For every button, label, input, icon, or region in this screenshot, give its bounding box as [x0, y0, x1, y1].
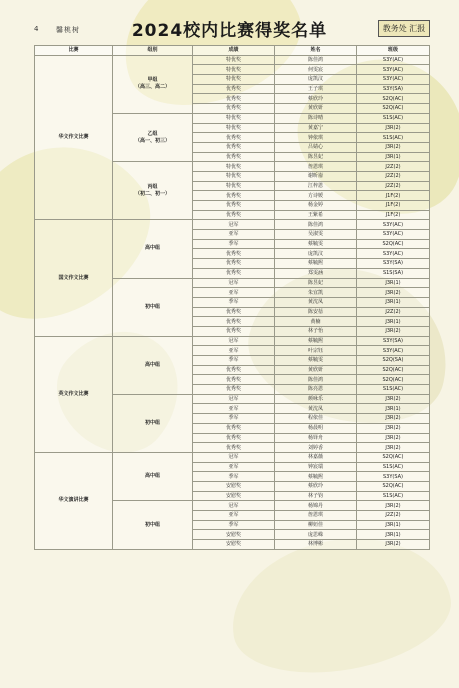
class-cell: S3Y(SA) — [357, 336, 430, 346]
result-cell: 优秀奖 — [193, 433, 275, 443]
class-cell: J3R(2) — [357, 123, 430, 133]
name-cell: 蔡毓熙 — [275, 259, 357, 269]
class-cell: S3Y(AC) — [357, 230, 430, 240]
result-cell: 冠军 — [193, 336, 275, 346]
class-cell: J3R(2) — [357, 288, 430, 298]
class-cell: S3Y(AC) — [357, 65, 430, 75]
result-cell: 亚军 — [193, 462, 275, 472]
name-cell: 陈亮恩 — [275, 385, 357, 395]
result-cell: 特优奖 — [193, 75, 275, 85]
name-cell: 蔡欣玲 — [275, 94, 357, 104]
result-cell: 优秀奖 — [193, 201, 275, 211]
name-cell: 林子怡 — [275, 326, 357, 336]
result-cell: 特优奖 — [193, 55, 275, 65]
class-cell: S2Q(AC) — [357, 481, 430, 491]
result-cell: 亚军 — [193, 288, 275, 298]
class-cell: S1S(AC) — [357, 462, 430, 472]
result-cell: 特优奖 — [193, 162, 275, 172]
name-cell: 吴淑雯 — [275, 230, 357, 240]
name-cell: 陈昱妃 — [275, 278, 357, 288]
result-cell: 优秀奖 — [193, 307, 275, 317]
name-cell: 江梓恩 — [275, 181, 357, 191]
result-cell: 优秀奖 — [193, 317, 275, 327]
class-cell: J3R(2) — [357, 394, 430, 404]
name-cell: 杨金婷 — [275, 201, 357, 211]
competition-cell: 华文作文比赛 — [35, 55, 113, 220]
name-cell: 王子琪 — [275, 84, 357, 94]
class-cell: J3R(2) — [357, 142, 430, 152]
class-cell: J1F(2) — [357, 191, 430, 201]
result-cell: 冠军 — [193, 278, 275, 288]
class-cell: S3Y(SA) — [357, 472, 430, 482]
name-cell: 蔡毓熙 — [275, 472, 357, 482]
name-cell: 柳姮佳 — [275, 520, 357, 530]
name-cell: 何雯宸 — [275, 65, 357, 75]
publication-name: 馨桃树 — [56, 26, 80, 34]
results-body — [35, 55, 430, 549]
group-cell: 乙组 （高一、初三） — [113, 113, 193, 161]
result-cell: 优秀奖 — [193, 84, 275, 94]
name-cell: 刘婷香 — [275, 443, 357, 453]
name-cell: 谢昕嵛 — [275, 171, 357, 181]
name-cell: 陈佳鸿 — [275, 375, 357, 385]
name-cell: 庞凯汶 — [275, 75, 357, 85]
result-cell: 优秀奖 — [193, 375, 275, 385]
name-cell: 陈佳鸿 — [275, 220, 357, 230]
name-cell: 林嘉薇 — [275, 452, 357, 462]
table-header-row — [35, 46, 430, 56]
name-cell: 黄沈凤 — [275, 297, 357, 307]
class-cell: J3R(2) — [357, 414, 430, 424]
result-cell: 特优奖 — [193, 123, 275, 133]
name-cell: 陈佳鸿 — [275, 55, 357, 65]
result-cell: 冠军 — [193, 394, 275, 404]
result-cell: 优秀奖 — [193, 259, 275, 269]
result-cell: 优秀奖 — [193, 142, 275, 152]
class-cell: S3Y(AC) — [357, 220, 430, 230]
name-cell: 程依佳 — [275, 414, 357, 424]
class-cell: J3R(2) — [357, 433, 430, 443]
result-cell: 特优奖 — [193, 181, 275, 191]
name-cell: 叶宗钰 — [275, 346, 357, 356]
group-cell: 高中组 — [113, 452, 193, 500]
class-cell: S2Q(AC) — [357, 365, 430, 375]
class-cell: S3Y(SA) — [357, 84, 430, 94]
name-cell: 颜咏乐 — [275, 394, 357, 404]
result-cell: 亚军 — [193, 346, 275, 356]
class-cell: S2Q(AC) — [357, 375, 430, 385]
class-cell: J3R(1) — [357, 278, 430, 288]
competition-cell: 英文作文比赛 — [35, 336, 113, 452]
result-cell: 安慰奖 — [193, 540, 275, 550]
result-cell: 安慰奖 — [193, 530, 275, 540]
result-cell: 特优奖 — [193, 171, 275, 181]
column-header-name: 姓名 — [275, 46, 357, 56]
name-cell: 钟依琪 — [275, 133, 357, 143]
result-cell: 亚军 — [193, 230, 275, 240]
class-cell: J2Z(2) — [357, 307, 430, 317]
result-cell: 季军 — [193, 520, 275, 530]
name-cell: 蔡毓雯 — [275, 239, 357, 249]
name-cell: 吕婧心 — [275, 142, 357, 152]
department-stamp: 教务处 汇报 — [378, 20, 430, 37]
class-cell: J2Z(2) — [357, 181, 430, 191]
name-cell: 蔡欣玲 — [275, 481, 357, 491]
name-cell: 郑雯涵 — [275, 268, 357, 278]
result-cell: 季军 — [193, 414, 275, 424]
name-cell: 黄欣妍 — [275, 365, 357, 375]
result-cell: 优秀奖 — [193, 210, 275, 220]
class-cell: J3R(2) — [357, 443, 430, 453]
name-cell: 黄楠 — [275, 317, 357, 327]
class-cell: J3R(2) — [357, 501, 430, 511]
class-cell: J3R(1) — [357, 317, 430, 327]
group-cell: 高中组 — [113, 220, 193, 278]
name-cell: 陈诗晴 — [275, 113, 357, 123]
result-cell: 季军 — [193, 239, 275, 249]
class-cell: S1S(AC) — [357, 491, 430, 501]
class-cell: S2Q(AC) — [357, 94, 430, 104]
class-cell: J3R(2) — [357, 326, 430, 336]
name-cell: 钟宸瑞 — [275, 462, 357, 472]
result-cell: 季军 — [193, 297, 275, 307]
page-number: 4 — [34, 25, 39, 33]
class-cell: J3R(1) — [357, 530, 430, 540]
class-cell: J2Z(2) — [357, 511, 430, 521]
result-cell: 优秀奖 — [193, 443, 275, 453]
name-cell: 王紫希 — [275, 210, 357, 220]
result-cell: 亚军 — [193, 404, 275, 414]
class-cell: S2Q(SA) — [357, 356, 430, 366]
name-cell: 蔡毓熙 — [275, 336, 357, 346]
column-header-class: 班级 — [357, 46, 430, 56]
name-cell: 蔡毓雯 — [275, 356, 357, 366]
result-cell: 优秀奖 — [193, 152, 275, 162]
result-cell: 特优奖 — [193, 65, 275, 75]
result-cell: 冠军 — [193, 501, 275, 511]
class-cell: S1S(SA) — [357, 268, 430, 278]
class-cell: J2Z(2) — [357, 171, 430, 181]
result-cell: 冠军 — [193, 220, 275, 230]
name-cell: 黄欣妍 — [275, 104, 357, 114]
class-cell: J3R(1) — [357, 404, 430, 414]
result-cell: 季军 — [193, 356, 275, 366]
name-cell: 陈安蓓 — [275, 307, 357, 317]
name-cell: 林博彬 — [275, 540, 357, 550]
group-cell: 初中组 — [113, 394, 193, 452]
result-cell: 安慰奖 — [193, 481, 275, 491]
result-cell: 优秀奖 — [193, 385, 275, 395]
result-cell: 优秀奖 — [193, 249, 275, 259]
class-cell: S3Y(AC) — [357, 249, 430, 259]
name-cell: 陈昱妃 — [275, 152, 357, 162]
class-cell: J3R(1) — [357, 152, 430, 162]
result-cell: 优秀奖 — [193, 104, 275, 114]
result-cell: 优秀奖 — [193, 191, 275, 201]
name-cell: 杨铎舟 — [275, 433, 357, 443]
column-header-competition: 比赛 — [35, 46, 113, 56]
class-cell: S3Y(SA) — [357, 259, 430, 269]
results-table — [34, 45, 430, 550]
name-cell: 朱宜凯 — [275, 288, 357, 298]
class-cell: J3R(2) — [357, 540, 430, 550]
class-cell: S2Q(AC) — [357, 452, 430, 462]
table-row — [35, 220, 430, 230]
result-cell: 优秀奖 — [193, 365, 275, 375]
name-cell: 林子钧 — [275, 491, 357, 501]
column-header-group: 组别 — [113, 46, 193, 56]
group-cell: 初中组 — [113, 278, 193, 336]
class-cell: J1F(2) — [357, 210, 430, 220]
page-title: 2024校内比赛得奖名单 — [131, 21, 328, 41]
name-cell: 庞思嵘 — [275, 530, 357, 540]
column-header-result: 成绩 — [193, 46, 275, 56]
class-cell: S1S(AC) — [357, 385, 430, 395]
name-cell: 方诗媛 — [275, 191, 357, 201]
table-row — [35, 336, 430, 346]
result-cell: 优秀奖 — [193, 423, 275, 433]
group-cell: 初中组 — [113, 501, 193, 549]
competition-cell: 国文作文比赛 — [35, 220, 113, 336]
class-cell: S1S(AC) — [357, 113, 430, 123]
class-cell: S1S(AC) — [357, 133, 430, 143]
class-cell: J1F(2) — [357, 201, 430, 211]
name-cell: 黄嘉宁 — [275, 123, 357, 133]
name-cell: 黄沈凤 — [275, 404, 357, 414]
group-cell: 丙组 （初二、初一） — [113, 162, 193, 220]
class-cell: S3Y(AC) — [357, 346, 430, 356]
result-cell: 冠军 — [193, 452, 275, 462]
class-cell: S2Q(AC) — [357, 104, 430, 114]
name-cell: 杨晨明 — [275, 423, 357, 433]
result-cell: 季军 — [193, 472, 275, 482]
result-cell: 安慰奖 — [193, 491, 275, 501]
group-cell: 甲组 （高三、高二） — [113, 55, 193, 113]
result-cell: 亚军 — [193, 511, 275, 521]
class-cell: S2Q(AC) — [357, 239, 430, 249]
name-cell: 杨锦丹 — [275, 501, 357, 511]
competition-cell: 华文演讲比赛 — [35, 452, 113, 549]
result-cell: 特优奖 — [193, 113, 275, 123]
class-cell: J2Z(2) — [357, 162, 430, 172]
table-row — [35, 55, 430, 65]
name-cell: 詹恩琪 — [275, 511, 357, 521]
class-cell: J3R(2) — [357, 423, 430, 433]
class-cell: S3Y(AC) — [357, 55, 430, 65]
result-cell: 优秀奖 — [193, 268, 275, 278]
result-cell: 优秀奖 — [193, 133, 275, 143]
name-cell: 庞凯汶 — [275, 249, 357, 259]
group-cell: 高中组 — [113, 336, 193, 394]
class-cell: J3R(1) — [357, 520, 430, 530]
name-cell: 詹恩琪 — [275, 162, 357, 172]
result-cell: 优秀奖 — [193, 94, 275, 104]
table-row — [35, 452, 430, 462]
class-cell: J3R(1) — [357, 297, 430, 307]
result-cell: 优秀奖 — [193, 326, 275, 336]
class-cell: S3Y(AC) — [357, 75, 430, 85]
